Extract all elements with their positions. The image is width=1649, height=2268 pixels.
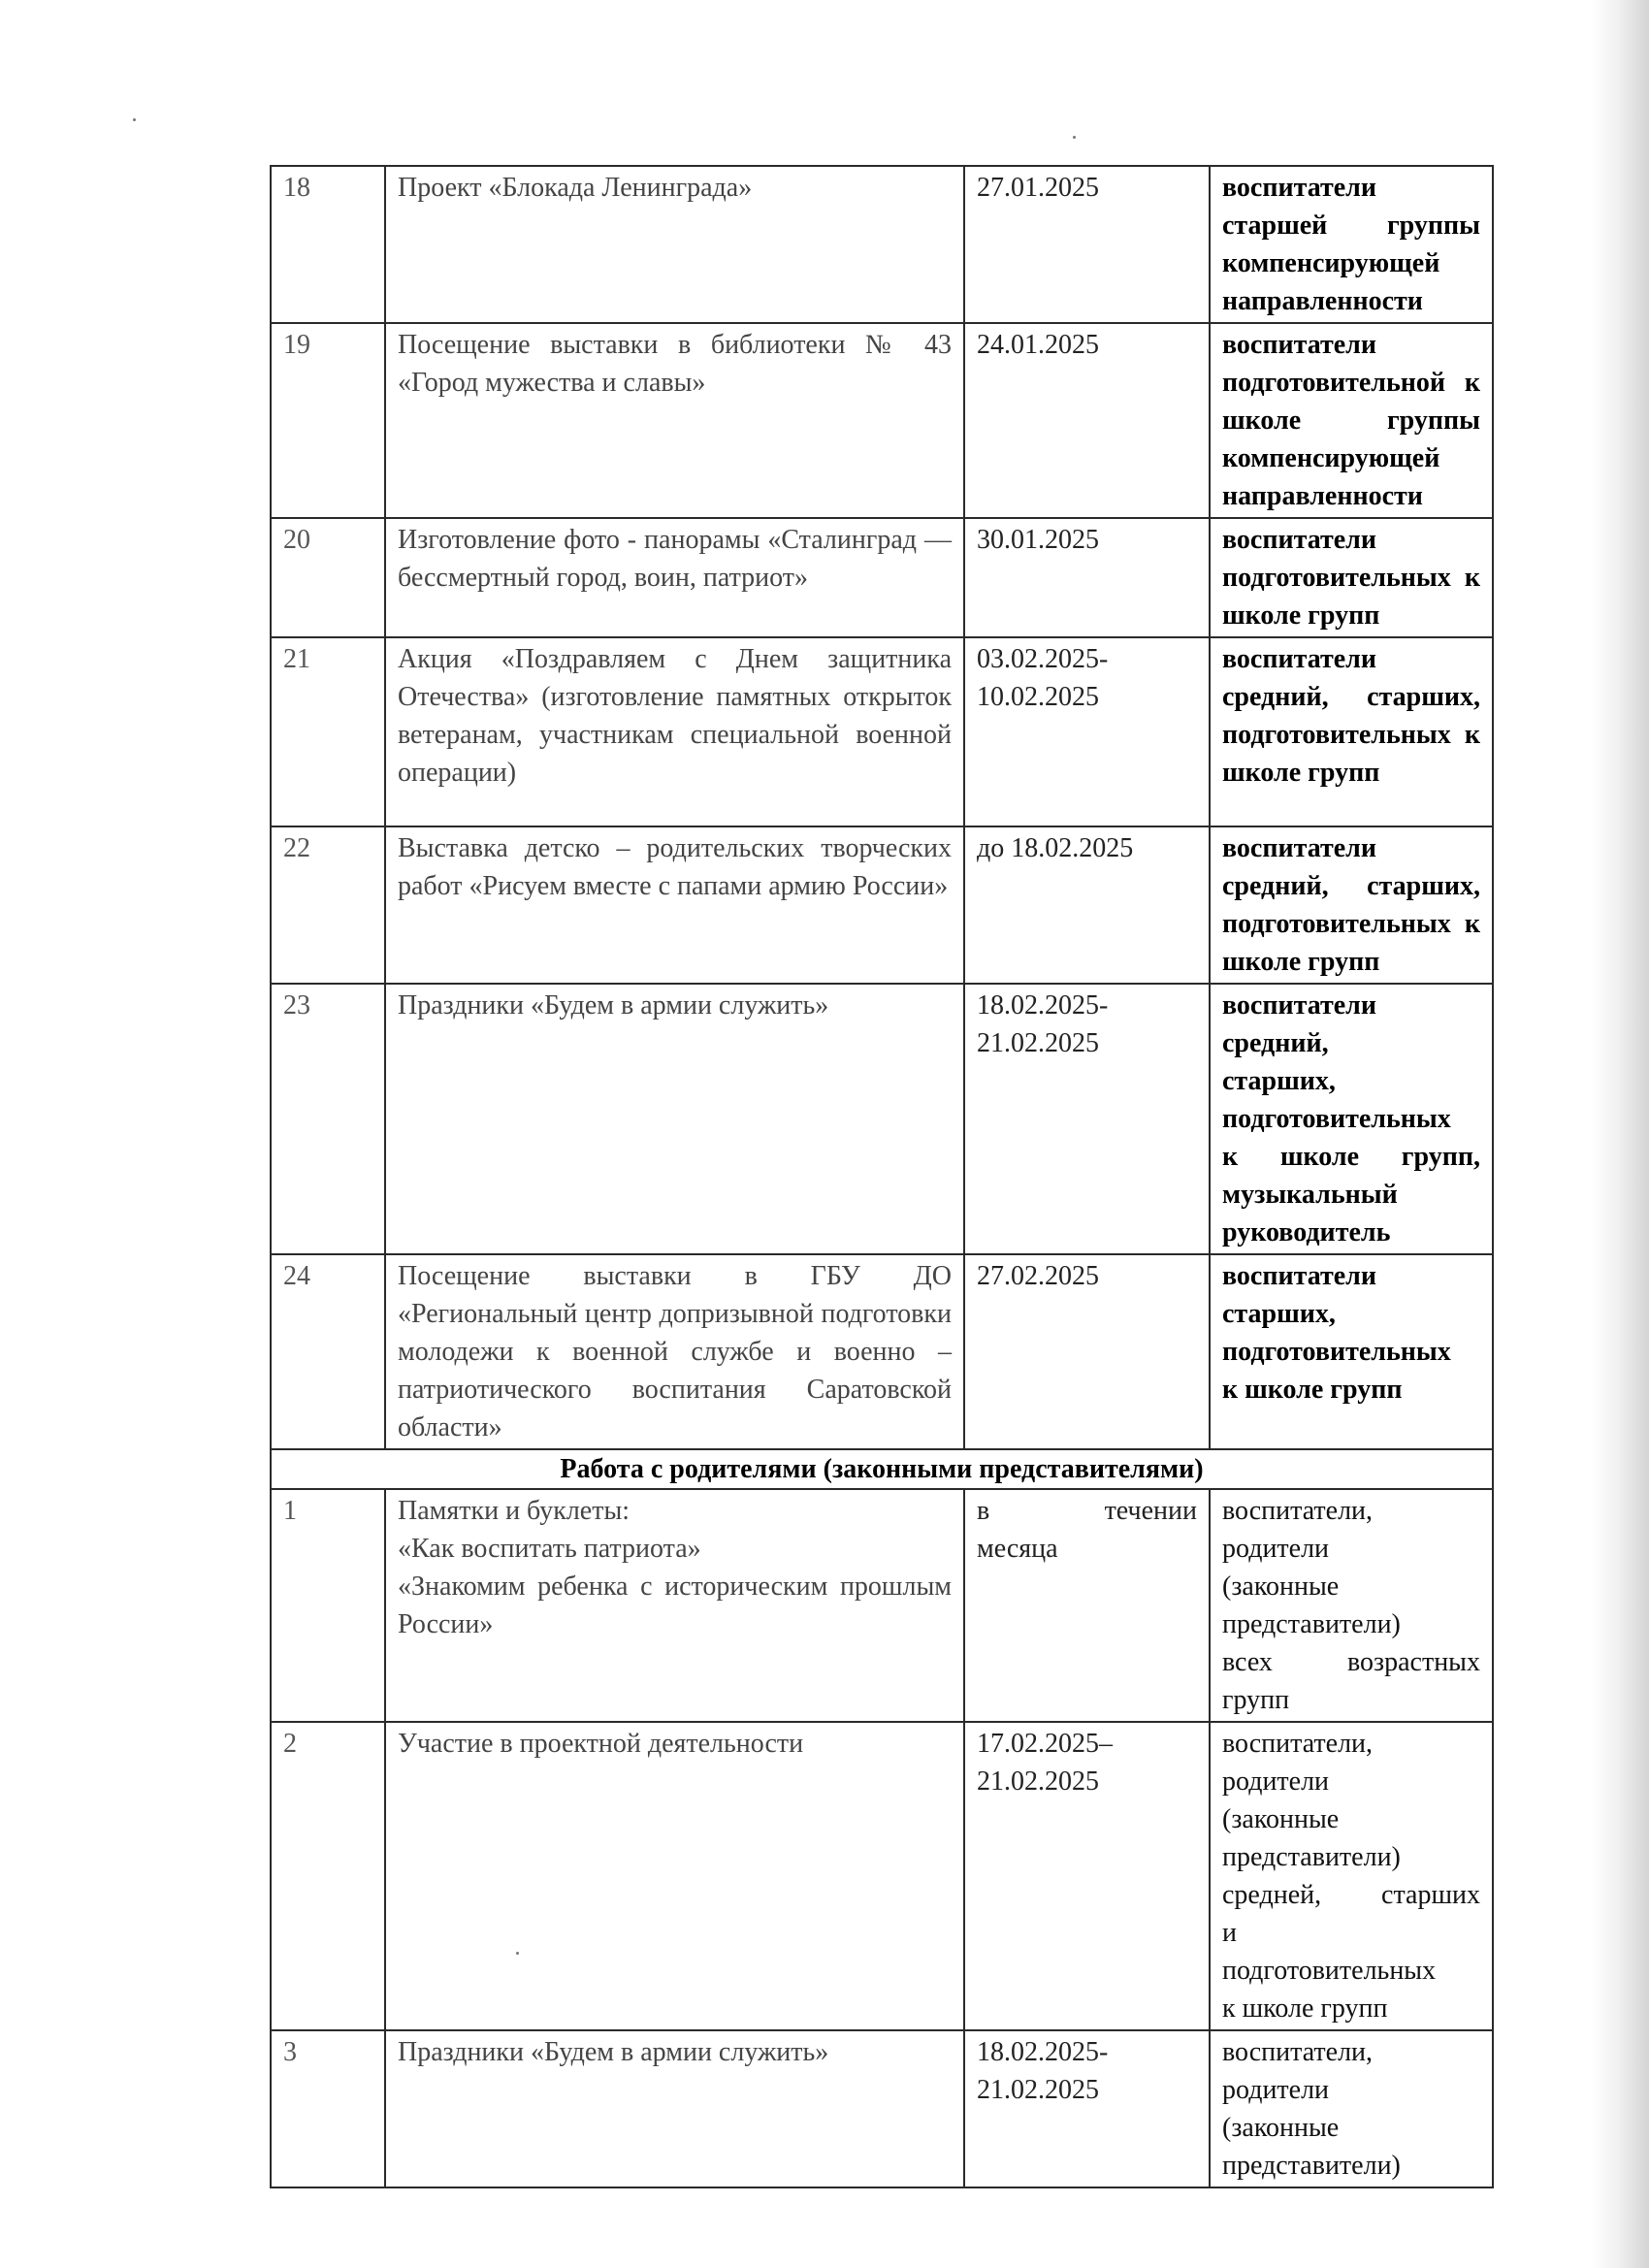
responsible-cell: [1210, 1254, 1493, 1449]
date-line: 21.02.2025: [977, 2075, 1099, 2105]
date-line: 21.02.2025: [977, 1766, 1099, 1797]
responsible-cell: воспитатели средний, старших, подготовительных к школе групп: [1210, 637, 1493, 826]
responsible-line: средней, старших: [1222, 1880, 1480, 1910]
responsible-line: подготовительных: [1222, 1956, 1437, 1986]
date-cell: 24.01.2025: [964, 323, 1210, 518]
event-plan-table: [270, 165, 1494, 2188]
table-row: [271, 984, 1493, 1254]
responsible-line: родители: [1222, 1534, 1330, 1564]
date-cell: [964, 637, 1210, 826]
responsible-line: подготовительных: [1222, 1104, 1451, 1134]
date-cell: [964, 984, 1210, 1254]
date-line: 18.02.2025-: [977, 2037, 1109, 2067]
scan-shadow-edge: [1591, 0, 1649, 2268]
activity-cell: Праздники «Будем в армии служить»: [385, 984, 964, 1254]
responsible-line: к школе групп,: [1222, 1142, 1480, 1172]
date-line: 17.02.2025–: [977, 1729, 1113, 1759]
table-row: [271, 1722, 1493, 2030]
activity-cell: Акция «Поздравляем с Днем защитника Отечества» (изготовление памятных открыток ветеранам, участникам специальной военной операции): [385, 637, 964, 826]
row-number: 23: [271, 984, 385, 1254]
activity-cell: Выставка детско – родительских творческих работ «Рисуем вместе с папами армию России»: [385, 826, 964, 984]
table-row: [271, 1489, 1493, 1722]
responsible-line: воспитатели,: [1222, 2037, 1374, 2067]
table-row: [271, 518, 1493, 637]
activity-line: «Знакомим ребенка с историческим прошлым России»: [398, 1571, 952, 1639]
activity-cell: [385, 1489, 964, 1722]
responsible-line: групп: [1222, 1685, 1290, 1715]
date-cell: [964, 2030, 1210, 2187]
section-header-row: [271, 1449, 1493, 1489]
date-cell: до 18.02.2025: [964, 826, 1210, 984]
responsible-cell: воспитатели подготовительной к школе группы компенсирующей направленности: [1210, 323, 1493, 518]
row-number: 1: [271, 1489, 385, 1722]
activity-cell: Посещение выставки в библиотеки № 43 «Город мужества и славы»: [385, 323, 964, 518]
responsible-cell: [1210, 984, 1493, 1254]
responsible-line: воспитатели,: [1222, 1729, 1374, 1759]
responsible-line: музыкальный: [1222, 1180, 1398, 1210]
scan-speck: [133, 118, 136, 121]
responsible-cell: [1210, 1489, 1493, 1722]
date-cell: [964, 1722, 1210, 2030]
date-cell: [964, 1489, 1210, 1722]
responsible-cell: воспитатели средний, старших, подготовительных к школе групп: [1210, 826, 1493, 984]
activity-line: Памятки и буклеты:: [398, 1496, 630, 1526]
date-line: месяца: [977, 1534, 1058, 1564]
activity-cell: Проект «Блокада Ленинграда»: [385, 166, 964, 323]
activity-cell: Праздники «Будем в армии служить»: [385, 2030, 964, 2187]
date-line: 03.02.2025-: [977, 644, 1109, 674]
date-line: 21.02.2025: [977, 1028, 1099, 1058]
row-number: 22: [271, 826, 385, 984]
responsible-line: представители): [1222, 1609, 1401, 1639]
row-number: 2: [271, 1722, 385, 2030]
date-line: 18.02.2025-: [977, 990, 1109, 1021]
date-line: 10.02.2025: [977, 682, 1099, 712]
section-title: Работа с родителями (законными представителями): [271, 1449, 1493, 1489]
activity-line: «Как воспитать патриота»: [398, 1534, 701, 1564]
responsible-line: старших,: [1222, 1066, 1336, 1096]
responsible-line: руководитель: [1222, 1217, 1391, 1247]
responsible-line: средний,: [1222, 1028, 1329, 1058]
date-line: в течении: [977, 1496, 1197, 1526]
responsible-cell: воспитатели старшей группы компенсирующей направленности: [1210, 166, 1493, 323]
table-row: [271, 637, 1493, 826]
responsible-cell: воспитатели подготовительных к школе групп: [1210, 518, 1493, 637]
date-cell: 30.01.2025: [964, 518, 1210, 637]
activity-cell: Посещение выставки в ГБУ ДО «Региональный центр допризывной подготовки молодежи к военной службе и военно – патриотического воспитания Саратовской области»: [385, 1254, 964, 1449]
responsible-line: представители): [1222, 2151, 1401, 2181]
activity-cell: Участие в проектной деятельности: [385, 1722, 964, 2030]
row-number: 18: [271, 166, 385, 323]
row-number: 24: [271, 1254, 385, 1449]
table-row: [271, 166, 1493, 323]
responsible-line: старших,: [1222, 1299, 1336, 1329]
responsible-line: воспитатели,: [1222, 1496, 1374, 1526]
responsible-line: родители: [1222, 2075, 1330, 2105]
responsible-line: воспитатели: [1222, 990, 1377, 1021]
row-number: 19: [271, 323, 385, 518]
table-row: [271, 1254, 1493, 1449]
responsible-line: представители): [1222, 1842, 1401, 1872]
responsible-cell: [1210, 2030, 1493, 2187]
table-row: [271, 2030, 1493, 2187]
table-row: [271, 826, 1493, 984]
responsible-cell: [1210, 1722, 1493, 2030]
row-number: 21: [271, 637, 385, 826]
activity-cell: Изготовление фото - панорамы «Сталинград — бессмертный город, воин, патриот»: [385, 518, 964, 637]
scan-speck: [1073, 136, 1076, 139]
responsible-line: подготовительных: [1222, 1337, 1451, 1367]
responsible-line: родители: [1222, 1766, 1330, 1797]
responsible-line: (законные: [1222, 1571, 1340, 1602]
date-cell: 27.01.2025: [964, 166, 1210, 323]
responsible-line: (законные: [1222, 1804, 1340, 1834]
table-row: [271, 323, 1493, 518]
row-number: 20: [271, 518, 385, 637]
responsible-line: к школе групп: [1222, 1375, 1403, 1405]
responsible-line: воспитатели: [1222, 1261, 1377, 1291]
responsible-line: к школе групп: [1222, 1993, 1388, 2024]
row-number: 3: [271, 2030, 385, 2187]
date-cell: 27.02.2025: [964, 1254, 1210, 1449]
responsible-line: (законные: [1222, 2113, 1340, 2143]
responsible-line: всех возрастных: [1222, 1647, 1480, 1677]
responsible-line: и: [1222, 1918, 1237, 1948]
